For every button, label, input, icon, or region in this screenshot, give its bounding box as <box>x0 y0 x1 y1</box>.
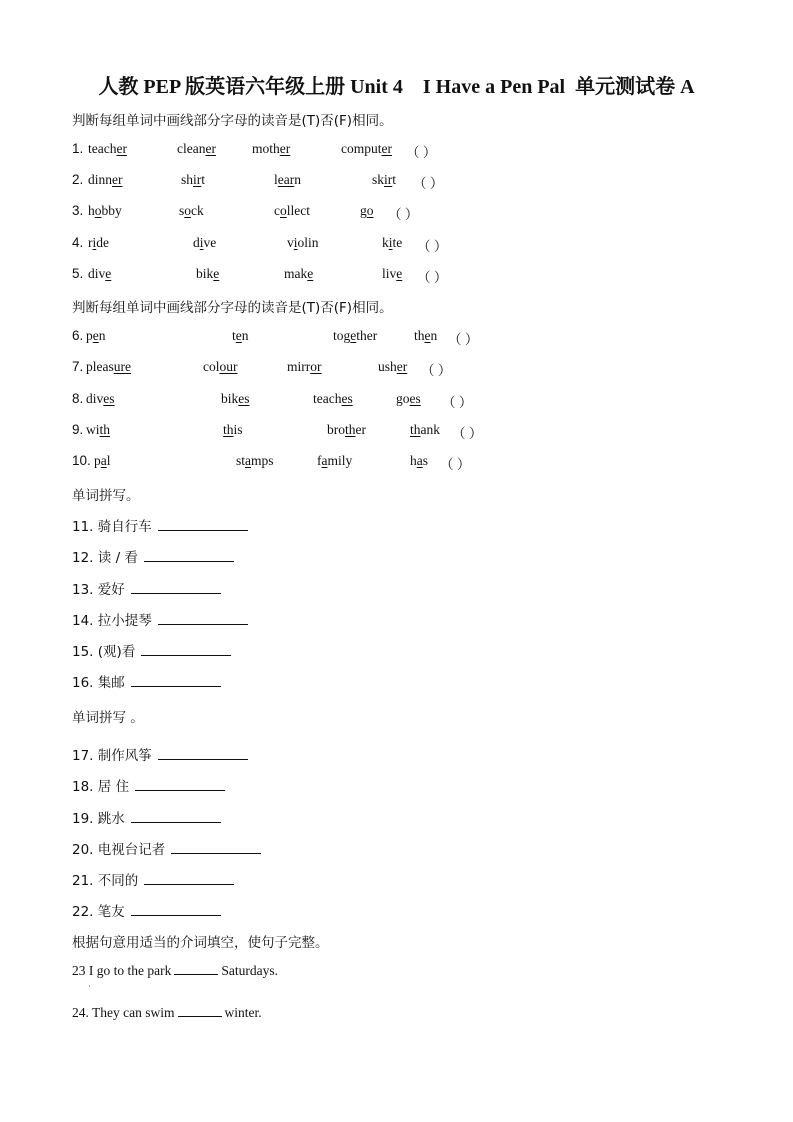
word-part: dinn <box>88 172 113 187</box>
underlined-letters: a <box>321 453 328 468</box>
word-part: l <box>274 172 278 187</box>
word-part: div <box>88 266 106 281</box>
question-text: 拉小提琴 <box>97 613 152 629</box>
answer-blank[interactable] <box>144 547 234 562</box>
word-part: n <box>241 328 249 343</box>
question-text: 骑自行车 <box>97 519 152 535</box>
answer-paren[interactable]: （ ） <box>413 176 444 191</box>
word <box>88 235 109 251</box>
answer-blank[interactable] <box>158 610 248 625</box>
sentence-end: winter. <box>224 1005 262 1020</box>
word-part: teach <box>88 141 117 156</box>
word-part: ther <box>356 328 378 343</box>
underlined-letters: th <box>99 422 111 437</box>
sentence-row <box>72 962 278 979</box>
word-part: g <box>360 203 367 218</box>
question-text: 笔友 <box>97 904 125 920</box>
answer-paren[interactable]: （ ） <box>406 145 437 160</box>
question-number: 10. <box>72 453 91 468</box>
question-number: 12. <box>72 550 94 566</box>
underlined-letters: er <box>396 359 408 374</box>
underlined-letters: o <box>94 203 102 218</box>
section2-instruction: 判断每组单词中画线部分字母的读音是(T)否(F)相同。 <box>72 300 393 316</box>
word-part: bby <box>101 203 122 218</box>
spelling-row <box>72 869 234 889</box>
word <box>236 453 274 469</box>
spelling-row <box>72 744 248 764</box>
question-number: 4. <box>72 235 84 250</box>
word-part: ve <box>203 235 217 250</box>
spelling-row <box>72 546 234 566</box>
spelling-row <box>72 838 261 858</box>
sentence-row <box>72 1004 262 1021</box>
word <box>313 391 353 407</box>
word-part: teach <box>313 391 342 406</box>
word-part: bik <box>196 266 214 281</box>
word <box>333 328 377 344</box>
word-part: d <box>193 235 200 250</box>
word-part: s <box>179 203 185 218</box>
question-number: 19. <box>72 811 94 827</box>
question-number: 2. <box>72 172 84 187</box>
spelling-row <box>72 578 221 598</box>
word-part: de <box>96 235 110 250</box>
spelling-row <box>72 807 221 827</box>
word-part: k <box>382 235 389 250</box>
underlined-letters: er <box>381 141 392 156</box>
underlined-letters: es <box>103 391 115 406</box>
word-part: sk <box>372 172 385 187</box>
question-number: 14. <box>72 613 94 629</box>
spelling-row <box>72 609 248 629</box>
answer-paren[interactable]: （ ） <box>440 457 471 472</box>
word <box>382 235 402 251</box>
answer-blank[interactable] <box>178 1004 222 1017</box>
underlined-letters: es <box>409 391 421 406</box>
word-part: is <box>233 422 243 437</box>
section5-instruction: 根据句意用适当的介词填空，使句子完整。 <box>72 935 329 951</box>
word-part: n <box>294 172 301 187</box>
word <box>287 235 319 251</box>
word <box>284 266 313 282</box>
word-part: te <box>392 235 403 250</box>
underlined-letters: i <box>293 235 298 250</box>
underlined-letters: a <box>416 453 423 468</box>
answer-blank[interactable] <box>158 516 248 531</box>
word-part: bik <box>221 391 239 406</box>
underlined-letters: er <box>112 172 123 187</box>
underlined-letters: th <box>345 422 356 437</box>
word-part: p <box>94 453 101 468</box>
word-part: olin <box>297 235 319 250</box>
answer-blank[interactable] <box>135 776 225 791</box>
question-number: 16. <box>72 675 94 691</box>
question-text: 集邮 <box>97 675 125 691</box>
section4-instruction: 单词拼写 。 <box>72 710 144 726</box>
question-number: 7. <box>72 359 84 374</box>
answer-blank[interactable] <box>131 901 221 916</box>
underlined-letters: ear <box>277 172 295 187</box>
word <box>88 141 127 157</box>
sentence-start: They can swim <box>92 1005 175 1020</box>
word-part: h <box>88 203 95 218</box>
word-part: er <box>355 422 367 437</box>
word-part: st <box>236 453 246 468</box>
word-part: moth <box>252 141 280 156</box>
underlined-letters: a <box>100 453 107 468</box>
question-number: 9. <box>72 422 84 437</box>
underlined-letters: a <box>245 453 252 468</box>
answer-blank[interactable] <box>174 962 218 975</box>
underlined-letters: er <box>205 141 216 156</box>
answer-paren[interactable]: （ ） <box>417 239 448 254</box>
word <box>179 203 204 219</box>
question-number: 8. <box>72 391 84 406</box>
underlined-letters: e <box>424 328 431 343</box>
word-part: n <box>430 328 438 343</box>
answer-blank[interactable] <box>158 745 248 760</box>
word-part: mak <box>284 266 308 281</box>
word <box>86 422 110 438</box>
word-part: s <box>422 453 429 468</box>
answer-paren[interactable]: （ ） <box>442 395 473 410</box>
word-part: l <box>106 453 111 468</box>
underlined-letters: e <box>396 266 403 281</box>
underlined-letters: e <box>350 328 357 343</box>
word <box>193 235 216 251</box>
word-part: th <box>414 328 425 343</box>
word <box>86 359 131 375</box>
spelling-row <box>72 775 225 795</box>
underlined-letters: es <box>341 391 353 406</box>
word <box>360 203 374 219</box>
question-number: 17. <box>72 748 94 764</box>
question-text: 读 / 看 <box>97 550 138 566</box>
question-number: 3. <box>72 203 84 218</box>
word <box>86 391 115 407</box>
answer-blank[interactable] <box>141 641 231 656</box>
underlined-letters: es <box>238 391 250 406</box>
underlined-letters: th <box>410 422 421 437</box>
underlined-letters: o <box>366 203 374 218</box>
answer-blank[interactable] <box>131 672 221 687</box>
spelling-row <box>72 671 221 691</box>
word <box>94 453 111 469</box>
question-number: 15. <box>72 644 94 660</box>
word-part: mirr <box>287 359 311 374</box>
word-part: pleas <box>86 359 114 374</box>
word-part: ush <box>378 359 397 374</box>
word <box>317 453 352 469</box>
spelling-row <box>72 640 231 660</box>
page-title: 人教 PEP 版英语六年级上册 Unit 4 I Have a Pen Pal 单元测试卷 A <box>98 76 695 98</box>
underlined-letters: e <box>213 266 220 281</box>
word <box>274 172 301 188</box>
underlined-letters: e <box>105 266 112 281</box>
question-text: 爱好 <box>97 582 125 598</box>
word-part: clean <box>177 141 206 156</box>
sentence-end: Saturdays. <box>221 963 278 978</box>
question-text: 居 住 <box>97 779 130 795</box>
spelling-row <box>72 515 248 535</box>
word-part: h <box>410 453 417 468</box>
word <box>223 422 243 438</box>
word-part: col <box>203 359 220 374</box>
question-number: 1. <box>72 141 84 156</box>
underlined-letters: our <box>219 359 238 374</box>
word <box>372 172 396 188</box>
word-part: v <box>287 235 294 250</box>
word <box>327 422 366 438</box>
underlined-letters: ir <box>384 172 393 187</box>
underlined-letters: i <box>388 235 393 250</box>
underlined-letters: or <box>310 359 322 374</box>
question-number: 11. <box>72 519 94 535</box>
word-part: c <box>274 203 280 218</box>
underlined-letters: e <box>92 328 99 343</box>
question-number: 21. <box>72 873 94 889</box>
word <box>410 453 428 469</box>
word-part: t <box>201 172 206 187</box>
word-part: sh <box>181 172 194 187</box>
word-part: go <box>396 391 410 406</box>
answer-paren[interactable]: （ ） <box>448 332 479 347</box>
spelling-row <box>72 900 221 920</box>
word-part: liv <box>382 266 397 281</box>
word <box>86 328 106 344</box>
section3-instruction: 单词拼写。 <box>72 488 140 504</box>
stray-dot: · <box>88 982 91 991</box>
word-part: bro <box>327 422 345 437</box>
word-part: ank <box>420 422 441 437</box>
underlined-letters: ir <box>193 172 202 187</box>
section1-instruction: 判断每组单词中画线部分字母的读音是(T)否(F)相同。 <box>72 113 393 129</box>
word-part: div <box>86 391 104 406</box>
question-text: 电视台记者 <box>97 842 166 858</box>
answer-paren[interactable]: （ ） <box>452 426 483 441</box>
word-part: comput <box>341 141 382 156</box>
answer-blank[interactable] <box>131 808 221 823</box>
word <box>232 328 249 344</box>
word <box>252 141 290 157</box>
word-part: t <box>232 328 236 343</box>
underlined-letters: o <box>280 203 287 218</box>
word <box>196 266 219 282</box>
word-part: t <box>392 172 397 187</box>
word <box>221 391 250 407</box>
word <box>181 172 205 188</box>
underlined-letters: ure <box>113 359 131 374</box>
answer-blank[interactable] <box>171 839 261 854</box>
word <box>88 203 122 219</box>
underlined-letters: th <box>223 422 234 437</box>
underlined-letters: o <box>184 203 192 218</box>
question-number: 23 <box>72 963 86 978</box>
question-number: 6. <box>72 328 84 343</box>
word-part: tog <box>333 328 351 343</box>
answer-paren[interactable]: （ ） <box>421 363 452 378</box>
word <box>88 172 123 188</box>
word <box>177 141 216 157</box>
sentence-start: I go to the park <box>88 963 172 978</box>
word <box>88 266 111 282</box>
word-part: ck <box>191 203 204 218</box>
word <box>203 359 238 375</box>
question-number: 13. <box>72 582 94 598</box>
underlined-letters: e <box>307 266 314 281</box>
question-text: 跳水 <box>97 811 125 827</box>
question-text: 制作风筝 <box>97 748 152 764</box>
word-part: llect <box>286 203 310 218</box>
underlined-letters: er <box>279 141 291 156</box>
question-number: 18. <box>72 779 94 795</box>
answer-blank[interactable] <box>144 870 234 885</box>
word <box>287 359 322 375</box>
answer-paren[interactable]: （ ） <box>388 207 419 222</box>
word <box>341 141 392 157</box>
word-part: n <box>98 328 106 343</box>
question-text: 不同的 <box>97 873 139 889</box>
underlined-letters: er <box>116 141 127 156</box>
underlined-letters: e <box>235 328 242 343</box>
word-part: mps <box>251 453 274 468</box>
answer-blank[interactable] <box>131 579 221 594</box>
question-number: 24. <box>72 1005 89 1020</box>
word <box>274 203 310 219</box>
word-part: mily <box>327 453 353 468</box>
question-number: 5. <box>72 266 84 281</box>
word-part: wi <box>86 422 100 437</box>
word <box>382 266 402 282</box>
answer-paren[interactable]: （ ） <box>417 270 448 285</box>
question-number: 22. <box>72 904 94 920</box>
question-text: (观)看 <box>97 644 136 660</box>
word <box>378 359 407 375</box>
question-number: 20. <box>72 842 94 858</box>
word <box>414 328 437 344</box>
word-part: r <box>88 235 93 250</box>
underlined-letters: i <box>92 235 97 250</box>
word <box>410 422 440 438</box>
word-part: p <box>86 328 93 343</box>
word <box>396 391 421 407</box>
underlined-letters: i <box>199 235 204 250</box>
word-part: f <box>317 453 322 468</box>
